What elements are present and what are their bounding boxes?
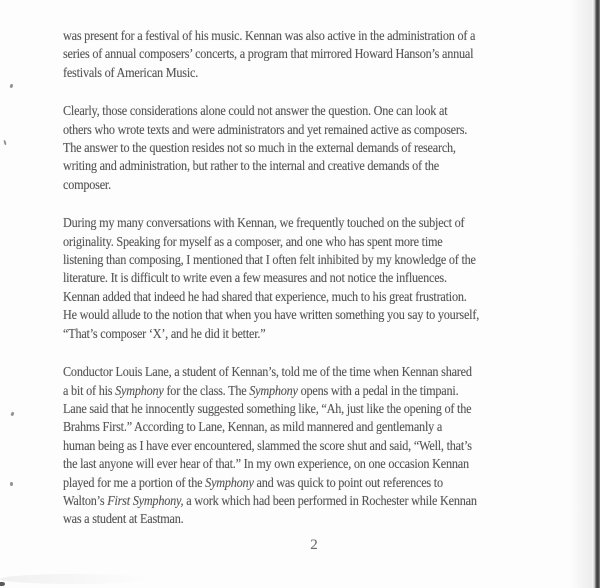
text-line: “That’s composer ‘X’, and he did it better.” bbox=[63, 325, 266, 341]
text-line: The answer to the question resides not so much in the external demands of research, bbox=[63, 140, 456, 156]
text-line: Clearly, those considerations alone could not answer the question. One can look at bbox=[63, 103, 448, 119]
text-line: Brahms First.” According to Lane, Kennan, as mild mannered and gentlemanly a bbox=[63, 419, 443, 435]
text-line: Lane said that he innocently suggested something like, “Ah, just like the opening of the bbox=[63, 400, 472, 416]
text-line: During my many conversations with Kennan, we frequently touched on the subject of bbox=[63, 215, 465, 231]
paragraph bbox=[63, 214, 565, 343]
text-line: was a student at Eastman. bbox=[63, 511, 184, 527]
text-line: listening than composing, I mentioned that I often felt inhibited by my knowledge of the bbox=[63, 252, 476, 268]
text-line: originality. Speaking for myself as a composer, and one who has spent more time bbox=[63, 233, 443, 249]
paragraph bbox=[63, 363, 565, 529]
scan-speck bbox=[10, 482, 14, 486]
text-line: human being as I have ever encountered, slammed the score shut and said, “Well, that’s bbox=[63, 437, 472, 453]
paragraph bbox=[63, 27, 565, 82]
text-line: Walton’s First Symphony, a work which had been performed in Rochester while Kennan bbox=[63, 492, 477, 508]
text-line: Conductor Louis Lane, a student of Kennan’s, told me of the time when Kennan shared bbox=[63, 364, 472, 380]
text-line: the last anyone will ever hear of that.” In my own experience, on one occasion Kennan bbox=[63, 456, 469, 472]
text-line: writing and administration, but rather to the internal and creative demands of the bbox=[63, 158, 439, 174]
text-line: literature. It is difficult to write even a few measures and not notice the influences. bbox=[63, 270, 447, 286]
scan-corner-mark bbox=[0, 582, 5, 586]
text-line: He would allude to the notion that when you have written something you say to yourself, bbox=[63, 307, 480, 323]
scan-speck bbox=[9, 84, 13, 89]
text-line: festivals of American Music. bbox=[63, 64, 199, 80]
text-line: played for me a portion of the Symphony and was quick to point out references to bbox=[63, 474, 443, 490]
scan-speck bbox=[3, 140, 6, 145]
body-text bbox=[63, 27, 565, 549]
text-line: a bit of his Symphony for the class. The Symphony opens with a pedal in the timpani. bbox=[63, 382, 459, 398]
page-edge-shading bbox=[570, 0, 592, 588]
text-line: others who wrote texts and were administrators and yet remained active as composers. bbox=[63, 121, 468, 137]
text-line: series of annual composers’ concerts, a program that mirrored Howard Hanson’s annual bbox=[63, 46, 474, 62]
scan-edge-border bbox=[592, 0, 600, 588]
text-line: Kennan added that indeed he had shared that experience, much to his great frustration. bbox=[63, 288, 467, 304]
page-number: 2 bbox=[310, 537, 318, 553]
text-line: composer. bbox=[63, 176, 111, 192]
paragraph bbox=[63, 102, 565, 194]
text-line: was present for a festival of his music. Kennan was also active in the administration of a bbox=[63, 28, 476, 43]
scan-smudge bbox=[0, 574, 150, 584]
scan-speck bbox=[10, 412, 14, 417]
